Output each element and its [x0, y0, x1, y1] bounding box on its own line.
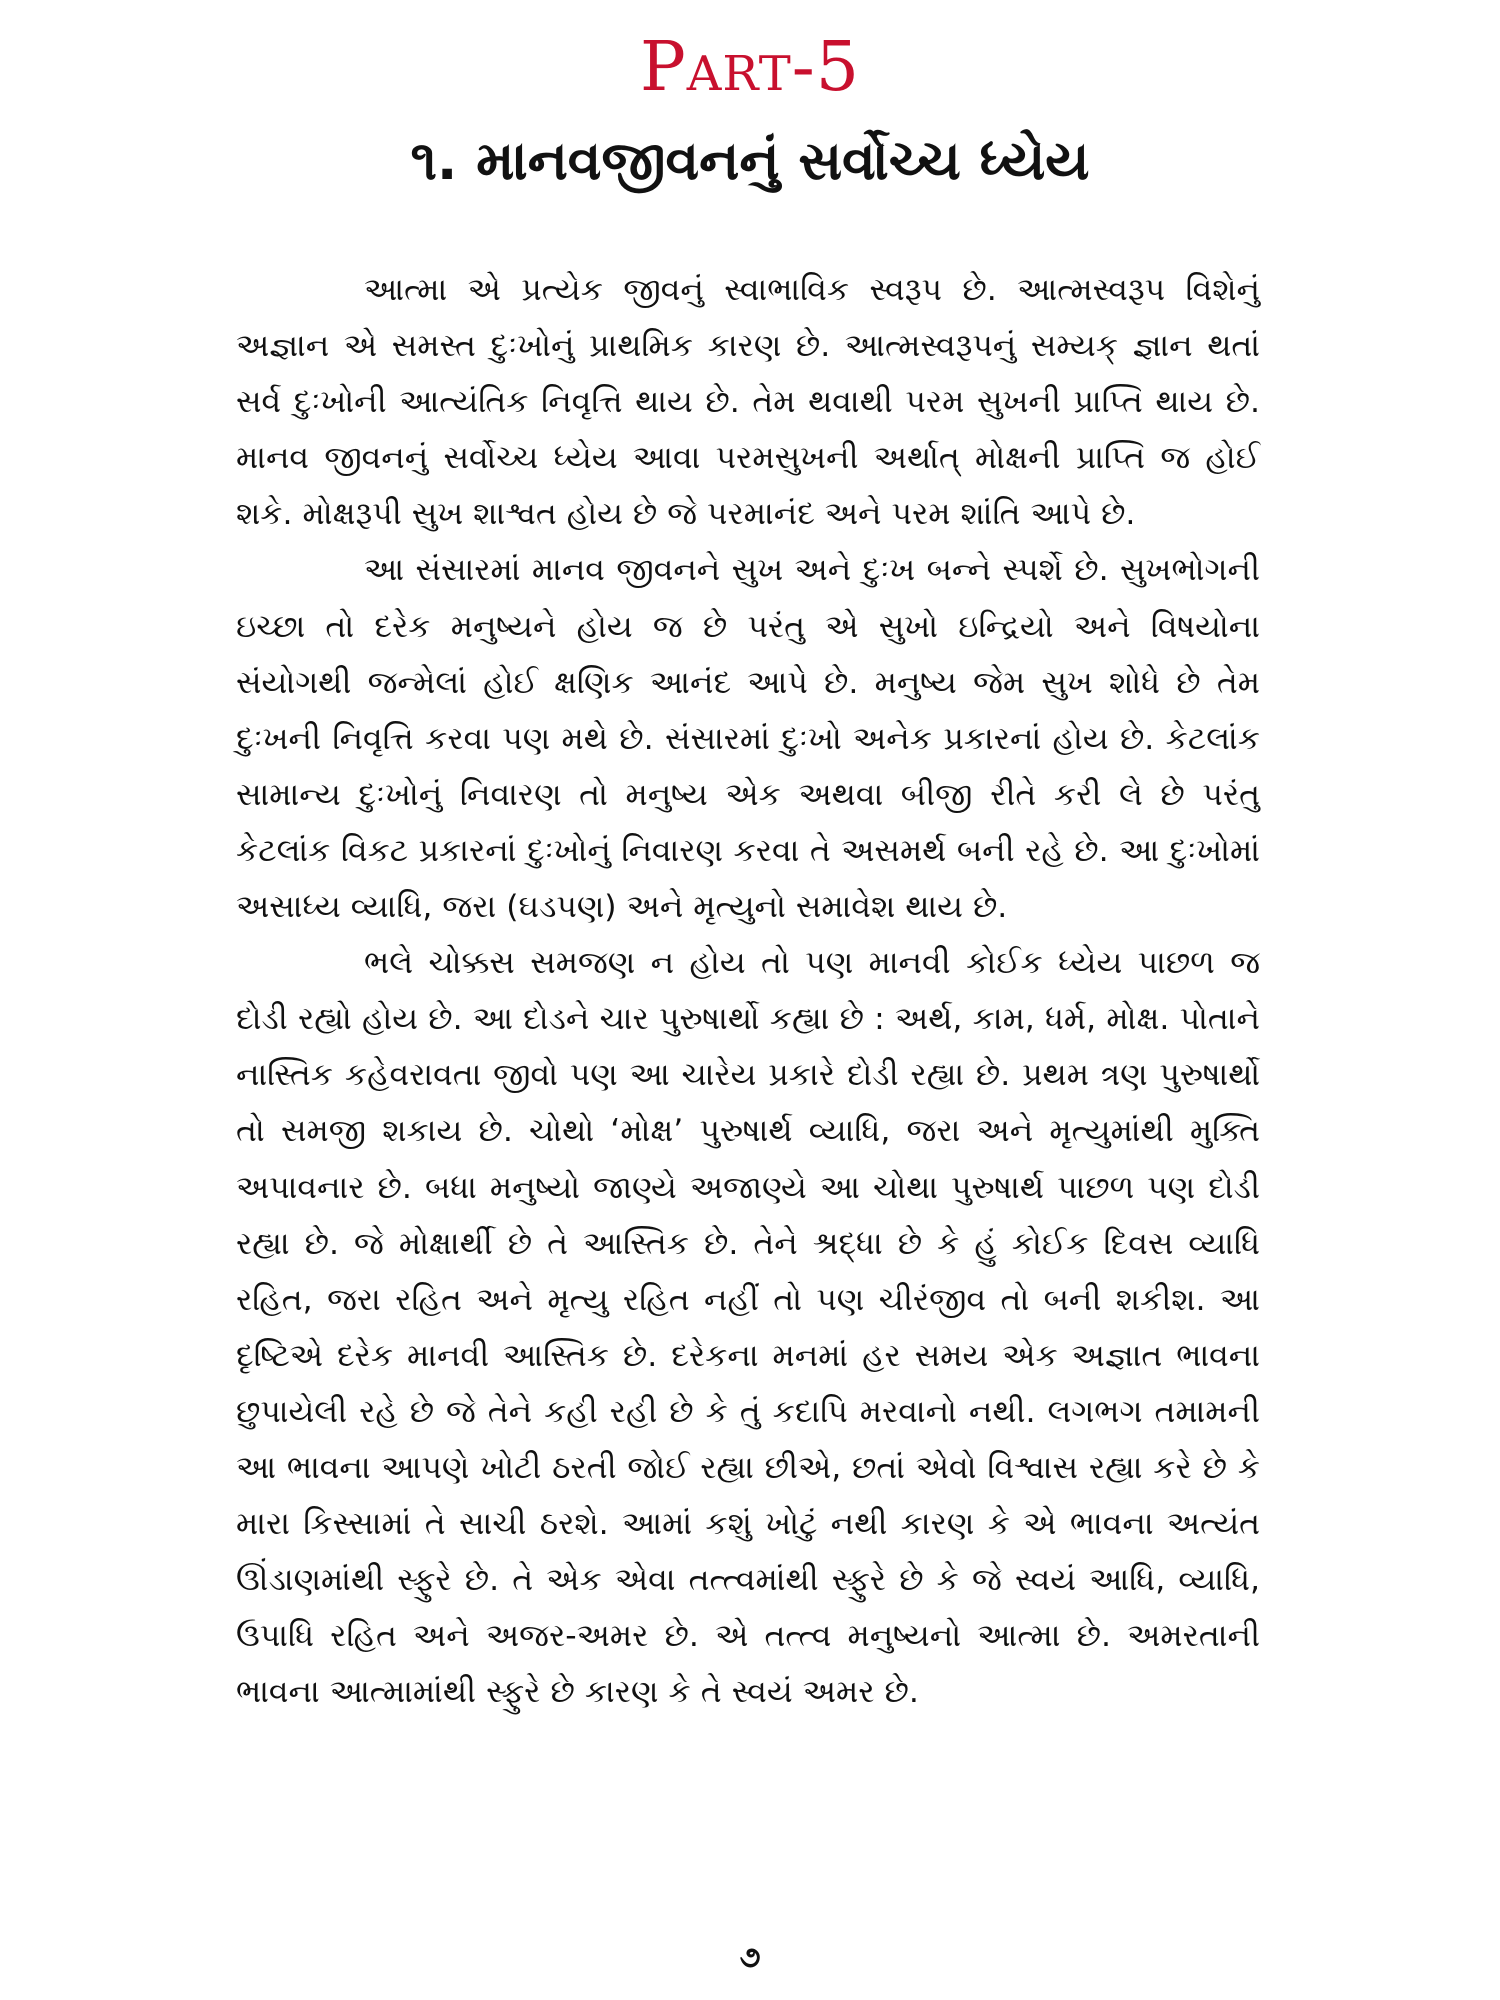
- paragraph-2: આ સંસારમાં માનવ જીવનને સુખ અને દુઃખ બન્ને સ્પર્શે છે. સુખભોગની ઇચ્છા તો દરેક મનુષ્યને હોય જ છે પરંતુ એ સુખો ઇન્દ્રિયો અને વિષયોના સંયોગથી જન્મેલાં હોઈ ક્ષણિક આનંદ આપે છે. મનુષ્ય જેમ સુખ શોધે છે તેમ દુઃખની નિવૃત્તિ કરવા પણ મથે છે. સંસારમાં દુઃખો અનેક પ્રકારનાં હોય છે. કેટલાંક સામાન્ય દુઃખોનું નિવારણ તો મનુષ્ય એક અથવા બીજી રીતે કરી લે છે પરંતુ કેટલાંક વિકટ પ્રકારનાં દુઃખોનું નિવારણ કરવા તે અસમર્થ બની રહે છે. આ દુઃખોમાં અસાધ્ય વ્યાધિ, જરા (ઘડપણ) અને મૃત્યુનો સમાવેશ થાય છે.: [236, 552, 1260, 926]
- chapter-title: ૧. માનવજીવનનું સર્વોચ્ચ ધ્યેય: [410, 129, 1090, 192]
- body-text: [236, 262, 1260, 1720]
- page-number: ૭: [739, 1940, 761, 1975]
- paragraph-1: આત્મા એ પ્રત્યેક જીવનું સ્વાભાવિક સ્વરૂપ છે. આત્મસ્વરૂપ વિશેનું અજ્ઞાન એ સમસ્ત દુઃખોનું પ્રાથમિક કારણ છે. આત્મસ્વરૂપનું સમ્યક્ જ્ઞાન થતાં સર્વ દુઃખોની આત્યંતિક નિવૃત્તિ થાય છે. તેમ થવાથી પરમ સુખની પ્રાપ્તિ થાય છે. માનવ જીવનનું સર્વોચ્ચ ધ્યેય આવા પરમસુખની અર્થાત્ મોક્ષની પ્રાપ્તિ જ હોઈ શકે. મોક્ષરૂપી સુખ શાશ્વત હોય છે જે પરમાનંદ અને પરમ શાંતિ આપે છે.: [236, 272, 1260, 533]
- paragraph-3: ભલે ચોક્કસ સમજણ ન હોય તો પણ માનવી કોઈક ધ્યેય પાછળ જ દોડી રહ્યો હોય છે. આ દોડને ચાર પુરુષાર્થો કહ્યા છે : અર્થ, કામ, ધર્મ, મોક્ષ. પોતાને નાસ્તિક કહેવરાવતા જીવો પણ આ ચારેય પ્રકારે દોડી રહ્યા છે. પ્રથમ ત્રણ પુરુષાર્થો તો સમજી શકાય છે. ચોથો ‘મોક્ષ’ પુરુષાર્થ વ્યાધિ, જરા અને મૃત્યુમાંથી મુક્તિ અપાવનાર છે. બધા મનુષ્યો જાણ્યે અજાણ્યે આ ચોથા પુરુષાર્થ પાછળ પણ દોડી રહ્યા છે. જે મોક્ષાર્થી છે તે આસ્તિક છે. તેને શ્રદ્ધા છે કે હું કોઈક દિવસ વ્યાધિ રહિત, જરા રહિત અને મૃત્યુ રહિત નહીં તો પણ ચીરંજીવ તો બની શકીશ. આ દૃષ્ટિએ દરેક માનવી આસ્તિક છે. દરેકના મનમાં હર સમય એક અજ્ઞાત ભાવના છુપાયેલી રહે છે જે તેને કહી રહી છે કે તું કદાપિ મરવાનો નથી. લગભગ તમામની આ ભાવના આપણે ખોટી ઠરતી જોઈ રહ્યા છીએ, છતાં એવો વિશ્વાસ રહ્યા કરે છે કે મારા કિસ્સામાં તે સાચી ઠરશે. આમાં કશું ખોટું નથી કારણ કે એ ભાવના અત્યંત ઊંડાણમાંથી સ્ફુરે છે. તે એક એવા તત્ત્વમાંથી સ્ફુરે છે કે જે સ્વયં આધિ, વ્યાધિ, ઉપાધિ રહિત અને અજર-અમર છે. એ તત્ત્વ મનુષ્યનો આત્મા છે. અમરતાની ભાવના આત્મામાંથી સ્ફુરે છે કારણ કે તે સ્વયં અમર છે.: [236, 945, 1260, 1711]
- part-heading: Part-5: [640, 28, 860, 107]
